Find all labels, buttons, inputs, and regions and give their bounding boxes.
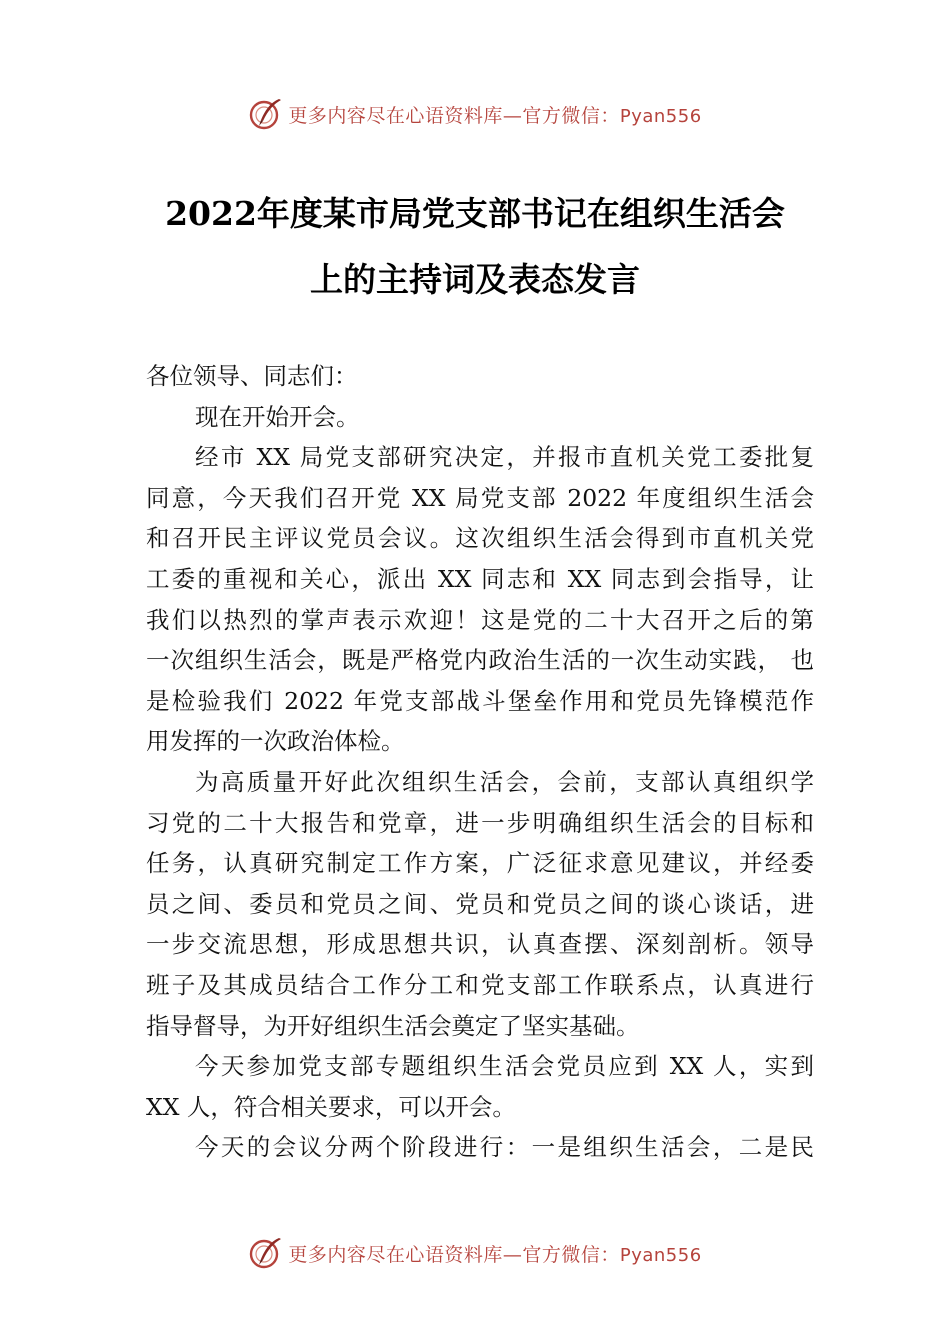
text-line: 我们以热烈的掌声表示欢迎！这是党的二十大召开之后的第 <box>146 605 814 634</box>
text-line: 是检验我们 2022 年党支部战斗堡垒作用和党员先锋模范作 <box>146 686 814 715</box>
text-line: 班子及其成员结合工作分工和党支部工作联系点，认真进行 <box>146 970 814 999</box>
text-line: 习党的二十大报告和党章，进一步明确组织生活会的目标和 <box>146 808 814 837</box>
document-title-line-1: 2022年度某市局党支部书记在组织生活会 <box>165 194 785 233</box>
header-watermark <box>0 94 950 134</box>
watermark-text: 更多内容尽在心语资料库—官方微信：Pyan556 <box>288 1243 702 1266</box>
document-body <box>146 356 814 1168</box>
text-line: 今天的会议分两个阶段进行：一是组织生活会，二是民 <box>195 1133 814 1162</box>
salutation-line: 各位领导、同志们： <box>146 362 358 390</box>
text-line: 一步交流思想，形成思想共识，认真查摆、深刻剖析。领导 <box>146 930 814 959</box>
document-title-line-2: 上的主持词及表态发言 <box>310 260 640 299</box>
text-line: 工委的重视和关心，派出 XX 同志和 XX 同志到会指导，让 <box>146 564 814 593</box>
text-line: 员之间、委员和党员之间、党员和党员之间的谈心谈话，进 <box>146 889 814 918</box>
text-line: 用发挥的一次政治体检。 <box>146 727 405 756</box>
text-line: 现在开始开会。 <box>195 402 360 431</box>
quill-logo-icon <box>248 96 284 132</box>
text-line: XX 人，符合相关要求，可以开会。 <box>146 1092 516 1121</box>
text-line: 任务，认真研究制定工作方案，广泛征求意见建议，并经委 <box>146 849 814 878</box>
watermark-text: 更多内容尽在心语资料库—官方微信：Pyan556 <box>288 104 702 127</box>
quill-logo-icon <box>248 1235 284 1271</box>
text-line: 今天参加党支部专题组织生活会党员应到 XX 人，实到 <box>195 1052 814 1081</box>
text-line: 指导督导，为开好组织生活会奠定了坚实基础。 <box>146 1011 640 1040</box>
footer-watermark <box>0 1233 950 1273</box>
text-line: 和召开民主评议党员会议。这次组织生活会得到市直机关党 <box>146 524 814 553</box>
text-line: 同意，今天我们召开党 XX 局党支部 2022 年度组织生活会 <box>146 483 814 512</box>
text-line: 一次组织生活会，既是严格党内政治生活的一次生动实践， 也 <box>146 646 814 675</box>
text-line: 经市 XX 局党支部研究决定，并报市直机关党工委批复 <box>195 443 814 472</box>
text-line: 为高质量开好此次组织生活会，会前，支部认真组织学 <box>195 767 814 796</box>
